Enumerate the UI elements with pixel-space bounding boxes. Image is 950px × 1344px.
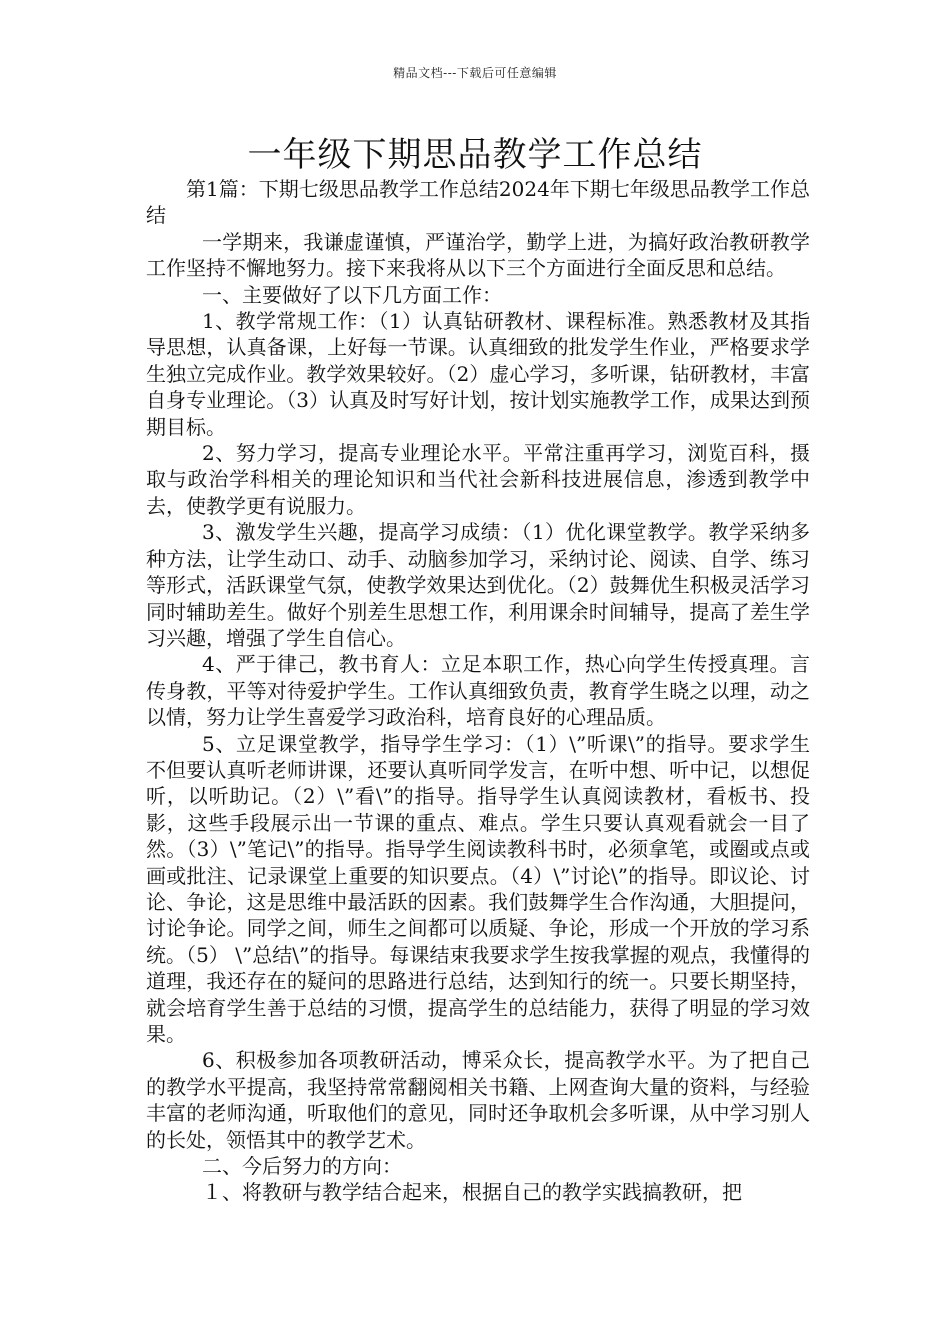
- paragraph-item-3: 3、激发学生兴趣，提高学习成绩：（1）优化课堂教学。教学采纳多种方法，让学生动口、动手、动脑参加学习，采纳讨论、阅读、自学、练习等形式，活跃课堂气氛，使教学效果达到优化。（2）鼓舞优生积极灵活学习同时辅助差生。做好个别差生思想工作，利用课余时间辅导，提高了差生学习兴趣，增强了学生自信心。: [146, 520, 810, 650]
- section-heading-1: 一、主要做好了以下几方面工作：: [202, 282, 502, 307]
- paragraph-item-6: 6、积极参加各项教研活动，博采众长，提高教学水平。为了把自己的教学水平提高，我坚持常常翻阅相关书籍、上网查询大量的资料，与经验丰富的老师沟通，听取他们的意见，同时还争取机会多听课，从中学习别人的长处，领悟其中的教学艺术。: [146, 1048, 810, 1152]
- paragraph-item-1: 1、教学常规工作：（1）认真钻研教材、课程标准。熟悉教材及其指导思想，认真备课，上好每一节课。认真细致的批发学生作业，严格要求学生独立完成作业。教学效果较好。（2）虚心学习，多听课，钻研教材，丰富自身专业理论。（3）认真及时写好计划，按计划实施教学工作，成果达到预期目标。: [146, 309, 810, 439]
- paragraph-source-heading: 第1篇：下期七级思品教学工作总结2024年下期七年级思品教学工作总结: [146, 177, 810, 228]
- paragraph-item-4: 4、严于律己，教书育人：立足本职工作，热心向学生传授真理。言传身教，平等对待爱护学生。工作认真细致负责，教育学生晓之以理，动之以情，努力让学生喜爱学习政治科，培育良好的心理品质。: [146, 652, 810, 730]
- paragraph-item-5: 5、立足课堂教学，指导学生学习：（1）\”听课\”的指导。要求学生不但要认真听老师讲课，还要认真听同学发言，在听中想、听中记，以想促听，以听助记。（2）\”看\”的指导。指导学生认真阅读教材，看板书、投影，这些手段展示出一节课的重点、难点。学生只要认真观看就会一目了然。（3）\”笔记\”的指导。指导学生阅读教科书时，必须拿笔，或圈或点或画或批注、记录课堂上重要的知识要点。（4）\”讨论\”的指导。即议论、讨论、争论，这是思维中最活跃的因素。我们鼓舞学生合作沟通，大胆提问，讨论争论。同学之间，师生之间都可以质疑、争论，形成一个开放的学习系统。（5） \”总结\”的指导。每课结束我要求学生按我掌握的观点，我懂得的道理，我还存在的疑问的思路进行总结，达到知行的统一。只要长期坚持，就会培育学生善于总结的习惯，提高学生的总结能力，获得了明显的学习效果。: [146, 731, 810, 1046]
- paragraph-intro: 一学期来，我谦虚谨慎，严谨治学，勤学上进，为搞好政治教研教学工作坚持不懈地努力。接下来我将从以下三个方面进行全面反思和总结。: [146, 229, 810, 281]
- paragraph-future-1: １、将教研与教学结合起来，根据自己的教学实践搞教研，把: [202, 1180, 742, 1205]
- document-body: [146, 176, 810, 1206]
- paragraph-item-2: 2、努力学习，提高专业理论水平。平常注重再学习，浏览百科，摄取与政治学科相关的理论知识和当代社会新科技进展信息，渗透到教学中去，使教学更有说服力。: [146, 441, 810, 518]
- page-header-watermark: 精品文档---下载后可任意编辑: [393, 66, 557, 80]
- document-title: 一年级下期思品教学工作总结: [247, 135, 703, 175]
- section-heading-2: 二、今后努力的方向：: [202, 1154, 402, 1179]
